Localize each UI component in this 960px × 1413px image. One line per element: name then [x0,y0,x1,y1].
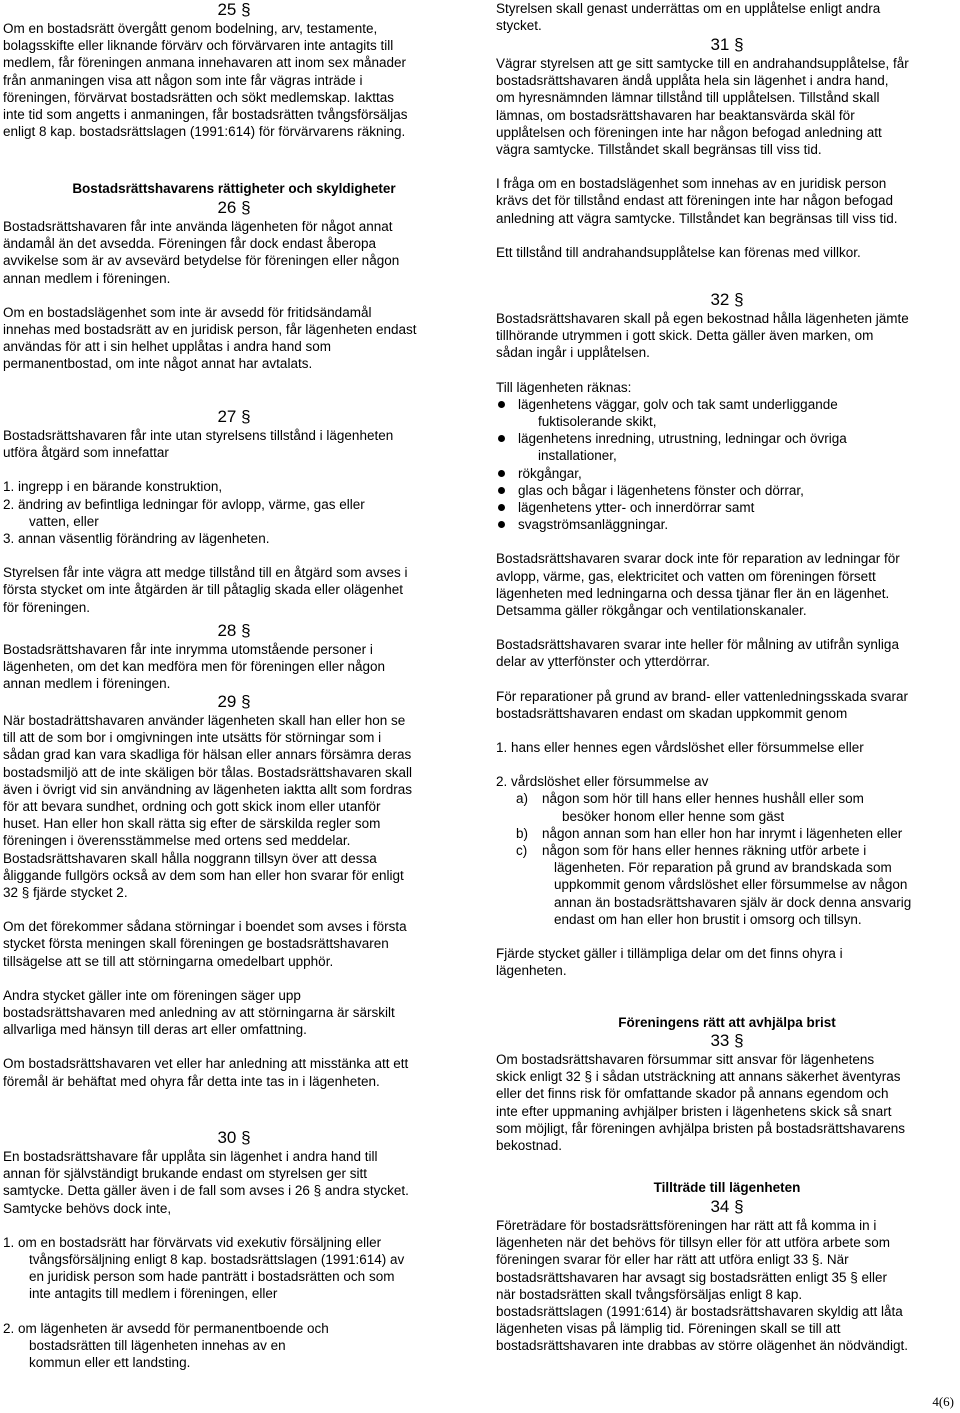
text-line: lämnas, om bostadsrättshavaren har beaktansvärda skäl för [496,107,855,123]
list-item-continuation: kommun eller ett landsting. [29,1355,191,1371]
section-33 [496,1031,958,1154]
text-line: I fråga om en bostadslägenhet som innehas av en juridisk person [496,176,887,192]
text-line: endast om han eller hon brustit i omsorg och tillsyn. [554,911,862,927]
text-line: Om bostadsrättshavaren vet eller har anledning att misstänka att ett [3,1056,409,1072]
text-line: första stycket om inte åtgärden är till påtaglig skada eller olägenhet [3,582,403,598]
text-line: Om bostadsrättshavaren försummar sitt ansvar för lägenhetens [496,1052,875,1067]
list-item: 1. ingrepp i en bärande konstruktion, [3,479,223,495]
text-line: innehas med bostadsrätt av en juridisk person, får lägenheten endast [3,322,417,338]
list-item-continuation: bostadsrätten till lägenheten innehas av en [29,1337,286,1353]
heading-text: Föreningens rätt att avhjälpa brist [618,1015,836,1030]
text-line: medlem, får föreningen anmana innehavaren att inom sex månader [3,55,406,71]
paragraph [496,175,958,227]
paragraph [496,1051,958,1154]
text-line: En bostadsrättshavare får upplåta sin lägenhet i andra hand till [3,1149,378,1164]
section-25 [3,0,465,140]
paragraph [496,945,958,979]
sub-item-label: c) [516,843,528,859]
heading-text: Bostadsrättshavarens rättigheter och skyldigheter [72,181,396,196]
text-line: bostadsrättshavaren endast om skadan uppkommit genom [496,705,848,721]
list-item-continuation: inte antagits till medlem i föreningen, eller [29,1286,278,1302]
list-item-continuation: en juridisk person som hade panträtt i bostadsrätten och som [29,1269,395,1285]
section-31 [496,35,958,261]
text-line: lägenheten. För reparation på grund av brandskada som [554,860,892,876]
page-number: 4(6) [932,1394,954,1409]
text-line: vägra samtycke. Tillståndet skall begränsas till viss tid. [496,142,822,158]
paragraph [3,1148,465,1217]
section-heading [496,1014,958,1031]
text-line: lägenheten. [496,963,567,979]
text-line: krävs det för tillstånd endast att föreningen inte har någon befogad [496,193,894,209]
paragraph [3,918,465,970]
text-line: inte tid som angetts i anmaningen, får bostadsrätten tvångsförsäljas [3,107,408,123]
bullet-item: lägenhetens väggar, golv och tak samt underliggande [496,396,958,413]
paragraph [496,1217,958,1355]
text-line: besöker honom eller henne som gäst [562,808,785,824]
paragraph [3,712,465,901]
text-line: Bostadsrättshavaren får inte inrymma utomstående personer i [3,642,373,657]
text-line: åliggande fullgörs också av dem som han eller hon svarar för enligt [3,867,404,883]
text-line: avvikelse som är av avsevärd betydelse för föreningen eller någon [3,253,400,269]
text-line: sådan grad kan vara skadliga för hälsan eller annars försämra deras [3,747,412,763]
text-line: bostadsrättshavaren ändå upplåta hela sin lägenhet i andra hand, [496,73,889,89]
text-line: till att de som bor i omgivningen inte utsätts för störningar som i [3,730,382,746]
sub-item-c [496,842,958,859]
paragraph [496,310,958,362]
text-line: allvarliga med hänsyn till deras art eller omfattning. [3,1022,307,1038]
paragraph [496,55,958,158]
text-line: för föreningen. [3,599,91,615]
text-line: bostadsrättshavaren med anledning av att störningarna är särskilt [3,1005,395,1021]
text-line: annan medlem i föreningen. [3,676,171,692]
bullet-item-continuation: installationer, [538,448,617,464]
paragraph [496,636,958,670]
section-number: 29 § [217,692,251,711]
text-line: Om en bostadslägenhet som inte är avsedd för fritidsändamål [3,304,372,320]
text-line: bostadsrättshavaren inte drabbas av större olägenhet än nödvändigt. [496,1338,909,1354]
paragraph [3,641,465,693]
text-line: samtycke. Detta gäller även i de fall som avses i 26 § andra stycket. [3,1183,409,1199]
section-heading [496,1179,958,1196]
section-number: 34 § [710,1197,744,1216]
bullet-item-continuation: fuktisolerande skikt, [538,414,657,430]
text-line: tillhörande utrymmen i gott skick. Detta gäller även marken, om [496,328,874,344]
list-item: 3. annan väsentlig förändring av lägenheten. [3,531,270,547]
text-line: föreningen i överensstämmelse med ortens sed meddelar. [3,833,351,849]
numbered-list-item [3,1320,465,1372]
text-line: lägenheten visas på lämplig tid. Föreningen skall se till att [496,1321,841,1337]
text-line: enligt 8 kap. bostadsrättslagen (1991:614) för förvärvarens räkning. [3,124,406,140]
paragraph [496,0,958,34]
list-item-continuation: tvångsförsäljning enligt 8 kap. bostadsrättslagen (1991:614) av [29,1252,405,1268]
text-line: annan för självständigt brukande endast om styrelsen ger sitt [3,1166,367,1182]
section-32 [496,290,958,980]
paragraph [3,20,465,140]
text-line: stycket första meningen skall föreningen ge bostadsrättshavaren [3,936,389,952]
text-line: Om det förekommer sådana störningar i boendet som avses i första [3,919,407,935]
section-29 [3,692,465,1090]
bullet-item: svagströmsanläggningar. [496,516,958,533]
section-number: 25 § [217,0,251,19]
section-26 [3,198,465,373]
text-line: Styrelsen skall genast underrättas om en upplåtelse enligt andra [496,1,881,16]
text-line: lägenheten när det behövs för tillsyn eller för att utföra arbete som [496,1235,890,1251]
text-line: lägenheten, om det kan medföra men för föreningen eller någon [3,659,386,675]
text-line: bostadsrättslagen (1991:614) är bostadsrättshavaren skyldig att låta [496,1304,903,1320]
sub-item-label: b) [516,825,529,841]
text-line: Företrädare för bostadsrättsföreningen har rätt att få komma in i [496,1218,877,1233]
text-line: annan än bostadsrättshavaren själv är dock denna ansvarig [554,894,912,910]
list-item: 1. om en bostadsrätt har förvärvats vid exekutiv försäljning eller [3,1234,382,1250]
paragraph [496,688,958,722]
section-number: 26 § [217,198,251,217]
text-line: någon som hör till hans eller hennes hushåll eller som [542,791,864,807]
list-item: 2. ändring av befintliga ledningar för avlopp, värme, gas eller [3,496,365,512]
text-line: som möjligt, får föreningen avhjälpa bristen på bostadsrättshavarens [496,1120,905,1136]
section-number: 31 § [710,35,744,54]
paragraph [3,218,465,287]
text-line: föremål är behäftat med ohyra får detta inte tas in i lägenheten. [3,1073,380,1089]
text-line: permanentbostad, om inte något annat har avtalats. [3,356,313,372]
text-line: föreningen svarar för eller har rätt att utföra enligt 33 §. När [496,1252,849,1268]
paragraph [3,987,465,1039]
text-line: för att bevara sundhet, ordning och gott skick inom eller utanför [3,799,381,815]
section-number: 28 § [217,621,251,640]
list-item: 1. hans eller hennes egen vårdslöshet eller försummelse eller [496,740,864,756]
text-line: sådan ingår i upplåtelsen. [496,345,650,361]
section-27 [3,407,465,616]
text-line: Bostadsrättshavaren skall hålla noggrann tillsyn över att dessa [3,850,377,866]
text-line: Bostadsrättshavaren svarar dock inte för reparation av ledningar för [496,551,900,567]
section-number: 27 § [217,407,251,426]
text-line: bostadsrättshavaren har avsagt sig bostadsrätten enligt 35 § eller [496,1269,887,1285]
text-line: avlopp, värme, gas, elektricitet och vatten om föreningen försett [496,568,876,584]
heading-text: Tillträde till lägenheten [653,1180,801,1195]
bullet-item: glas och bågar i lägenhetens fönster och dörrar, [496,482,958,499]
text-line: Samtycke behövs dock inte, [3,1200,172,1216]
text-line: ändamål än det avsedda. Föreningen får dock endast åberopa [3,236,377,252]
list-item: 2. vårdslöshet eller försummelse av [496,774,709,790]
text-line: Bostadsrättshavaren svarar inte heller för målning av utifrån synliga [496,637,899,653]
section-28 [3,621,465,693]
sub-item-label: a) [516,791,529,807]
text-line: Ett tillstånd till andrahandsupplåtelse kan förenas med villkor. [496,244,861,260]
text-line: föreningen, förvärvat bostadsrätten och sökt medlemskap. Iakttas [3,89,394,105]
text-line: annan medlem i föreningen. [3,270,171,286]
list-item-continuation: vatten, eller [29,513,99,529]
numbered-list [496,739,958,756]
paragraph [496,244,958,261]
list-item: 2. om lägenheten är avsedd för permanentboende och [3,1320,329,1336]
text-line: Vägrar styrelsen att ge sitt samtycke till en andrahandsupplåtelse, får [496,56,909,71]
section-number: 30 § [217,1128,251,1147]
text-line: Andra stycket gäller inte om föreningen säger upp [3,987,301,1003]
text-line: eller det finns risk för omfattande skador på annans egendom och [496,1086,889,1102]
text-line: Detsamma gäller rökgångar och ventilationskanaler. [496,603,807,619]
numbered-list [3,478,465,547]
section-30 [3,1128,465,1371]
section-number: 33 § [710,1031,744,1050]
sub-item-a [496,790,958,807]
bullet-item: lägenhetens inredning, utrustning, ledningar och övriga [496,430,958,447]
text-line: Bostadsrättshavaren får inte utan styrelsens tillstånd i lägenheten [3,428,394,443]
text-line: när bostadsrätten skall tvångsförsäljas enligt 8 kap. [496,1286,803,1302]
section-heading [3,180,465,197]
text-line: Styrelsen får inte vägra att medge tillstånd till en åtgärd som avses i [3,565,408,581]
text-line: När bostadrättshavaren använder lägenheten skall han eller hon se [3,713,406,728]
text-line: någon annan som han eller hon har inrymt i lägenheten eller [542,825,903,841]
text-line: lägenheten med ledningarna och dessa tjänar fler än en lägenhet. [496,585,890,601]
text-line: För reparationer på grund av brand- eller vattenledningsskada svarar [496,688,908,704]
section-34 [496,1197,958,1355]
text-line: bostadsmiljö att de inte skäligen bör tålas. Bostadsrättshavaren skall [3,764,412,780]
paragraph [3,427,465,461]
text-line: huset. Han eller hon skall rätta sig efter de särskilda regler som [3,816,381,832]
numbered-list-item [3,1234,465,1303]
text-line: Fjärde stycket gäller i tillämpliga delar om det finns ohyra i [496,946,843,962]
bullet-list [496,379,958,534]
sub-item-b [496,825,958,842]
text-line: Bostadsrättshavaren får inte använda lägenheten för något annat [3,219,393,234]
paragraph [3,1055,465,1089]
text-line: även i övrigt vid sin användning av lägenheten iaktta allt som fordras [3,781,412,797]
text-line: tillsägelse att se till att störningarna omedelbart upphör. [3,953,334,969]
text-line: inte efter uppmaning avhjälper bristen i lägenhetens skick så snart [496,1103,892,1119]
paragraph [3,564,465,616]
text-line: utföra åtgärd som innefattar [3,445,169,461]
text-line: bekostnad. [496,1138,563,1154]
text-line: anledning att vägra samtycke. Tillståndet kan begränsas till viss tid. [496,210,898,226]
text-line: från anmaningen visa att någon som inte får vägras inträde i [3,72,363,88]
text-line: Bostadsrättshavaren skall på egen bekostnad hålla lägenheten jämte [496,311,909,326]
text-line: någon som för hans eller hennes räkning utför arbete i [542,843,867,859]
list-intro: Till lägenheten räknas: [496,379,632,395]
text-line: upplåtelsen och föreningen inte har någon befogad anledning att [496,124,882,140]
bullet-item: rökgångar, [496,465,958,482]
text-line: Om en bostadsrätt övergått genom bodelning, arv, testamente, [3,21,378,36]
text-line: skick enligt 32 § i sådan utsträckning att annans säkerhet äventyras [496,1069,901,1085]
text-line: stycket. [496,18,542,34]
numbered-list [496,773,958,928]
text-line: 32 § fjärde stycket 2. [3,885,128,901]
section-number: 32 § [710,290,744,309]
text-line: om hyresnämnden lämnar tillstånd till upplåtelsen. Tillstånd skall [496,90,880,106]
bullet-item: lägenhetens ytter- och innerdörrar samt [496,499,958,516]
text-line: delar av ytterfönster och ytterdörrar. [496,654,710,670]
text-line: bolagsskifte eller liknande förvärv och förvärvaren inte antagits till [3,38,394,54]
paragraph [3,304,465,373]
text-line: uppkommit genom vårdslöshet eller försummelse av någon [554,877,908,893]
text-line: användas för att i sin helhet upplåtas i andra hand som [3,339,331,355]
paragraph [496,550,958,619]
